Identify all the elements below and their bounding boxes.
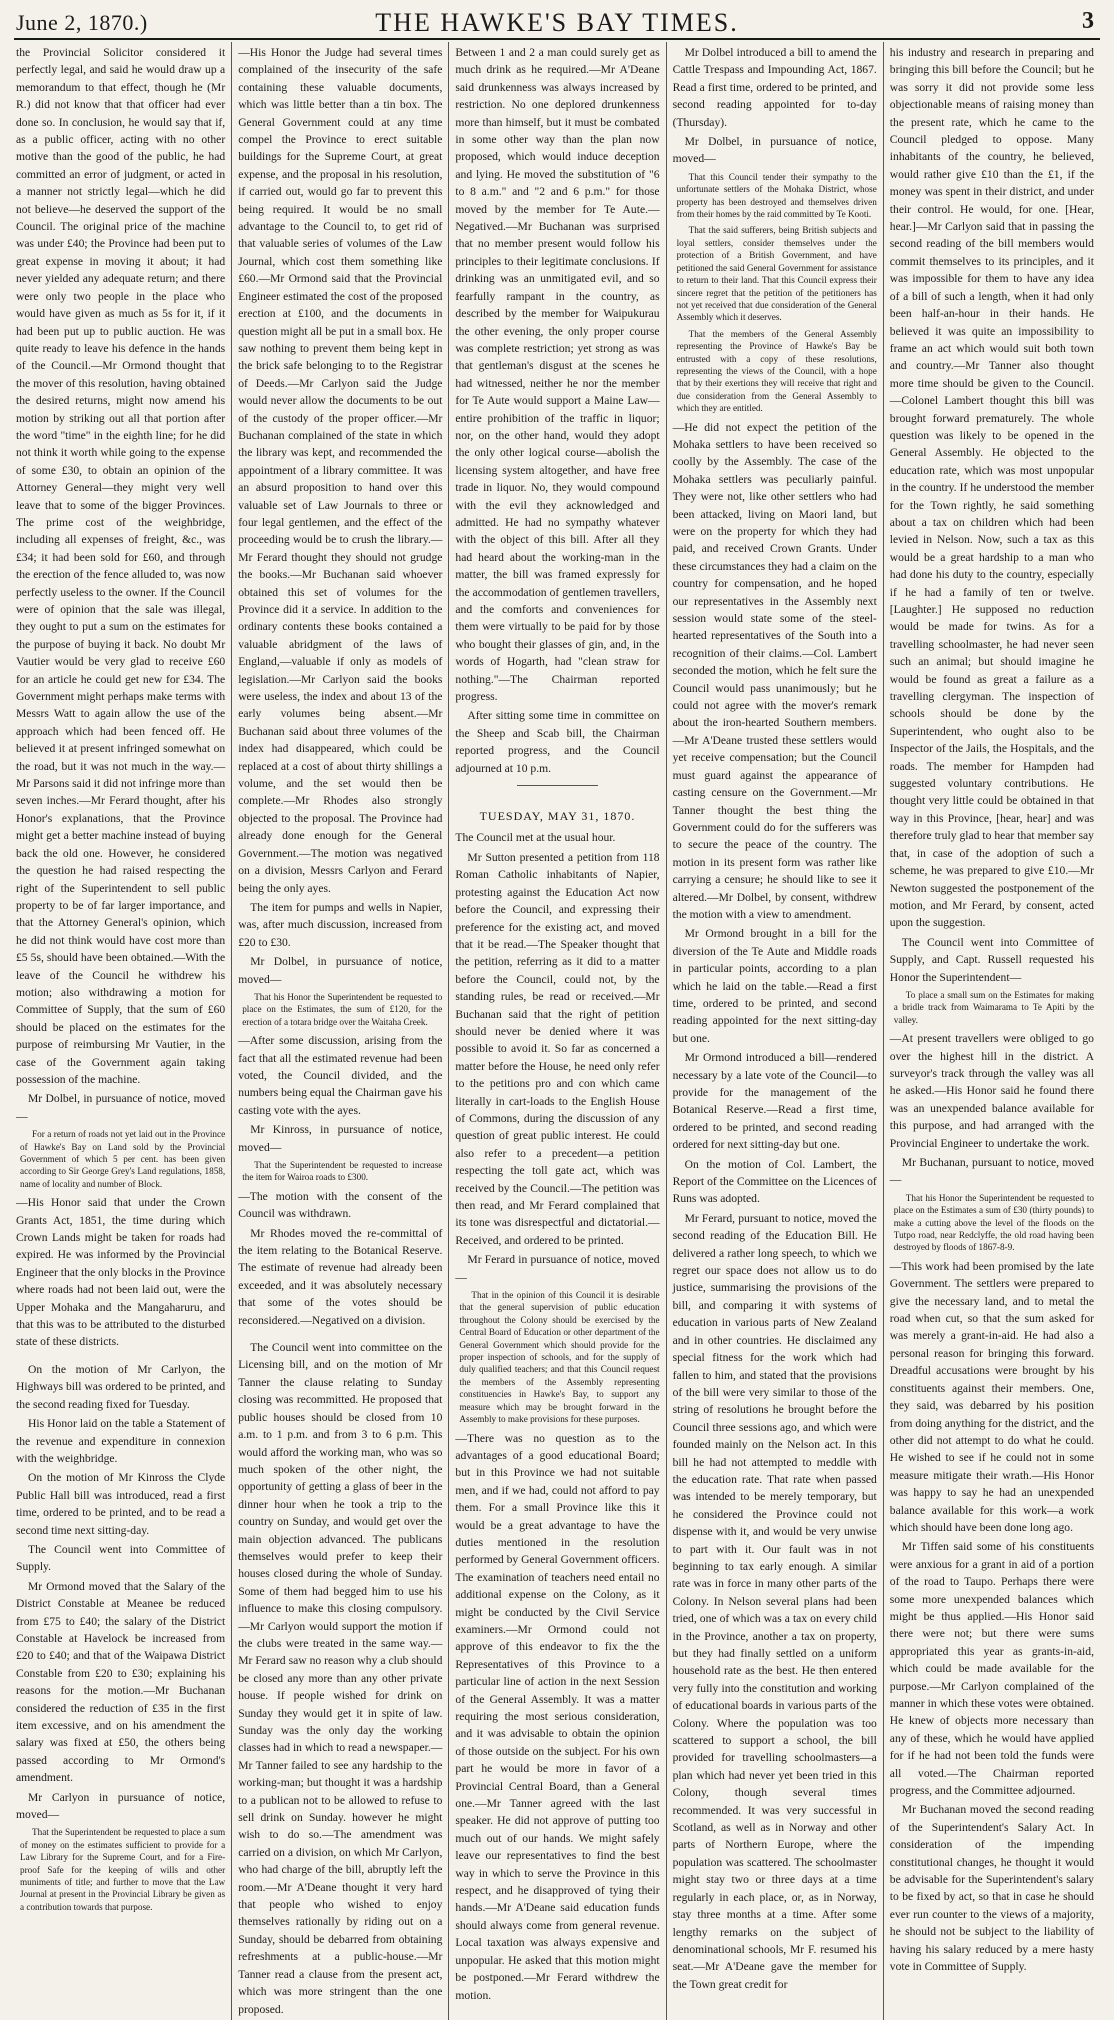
resolution-text: That the said sufferers, being British subjects and loyal settlers, consider themselves under the protection of a British Government, and have petitioned the said General Government for assistance to return to their land. That this Council express their sincere regret that the petition of the petitioners has not yet received that due consideration of the General Assembly which it deserves. [676, 225, 877, 323]
paragraph: —After some discussion, arising from the fact that all the estimated revenue had been voted, the Council divided, and the numbers being equal the Chairman gave his casting vote with the ayes. [238, 1034, 443, 1117]
paragraph: The Council went into Committee of Supply, and Capt. Russell requested his Honor the Superintendent— [889, 935, 1094, 984]
paragraph: Mr Rhodes moved the re-committal of the item relating to the Botanical Reserve. The estimate of revenue had already been exceeded, and it was absolutely necessary that some of the votes should be reconsidered.—Negatived on a division. [238, 1226, 443, 1327]
resolution-text: That his Honor the Superintendent be requested to place on the Estimates, the sum of £120, for the erection of a totara bridge over the Waitaha Creek. [242, 991, 443, 1027]
masthead [14, 8, 1100, 40]
paragraph: The Council went into Committee of Supply. [16, 1542, 226, 1574]
paragraph: —His Honor said that under the Crown Grants Act, 1851, the time during which Crown Lands might be taken for roads had expired. He was informed by the Provincial Engineer that the only blocks in the Province where roads had not been laid out, were the Upper Mohaka and the Mangaharuru, and that this was to be attributed to the disturbed state of these districts. [16, 1196, 226, 1349]
paragraph: The item for pumps and wells in Napier, was, after much discussion, increased from £20 to £30. [238, 900, 443, 949]
resolution-text: That this Council tender their sympathy to the unfortunate settlers of the Mohaka District, whose property has been destroyed and themselves driven from their homes by the raid committed by Te Kooti. [676, 171, 877, 220]
paragraph: Mr Dolbel, in pursuance of notice, moved— [238, 955, 443, 986]
paragraph: On the motion of Col. Lambert, the Report of the Committee on the Licences of Runs was adopted. [672, 1157, 877, 1206]
paragraph: Mr Tiffen said some of his constituents were anxious for a grant in aid of a portion of the road to Taupo. Perhaps there were some more unexpended balances which might be thus applied.—His Honor said there were not; but there were sums appropriated this year as grants-in-aid, which could be made available for the purpose.—Mr Carlyon complained of the manner in which these votes were obtained. He knew of objects more necessary than any of these, which he would have applied for if he had not been told the funds were all voted.—The Chairman reported progress, and the Committee adjourned. [889, 1540, 1094, 1798]
paragraph: —He did not expect the petition of the Mohaka settlers to have been received so coolly by the Assembly. The case of the Mohaka settlers was peculiarly painful. They were not, like other settlers who had been attacked, living on Maori land, but were on the property for which they had paid, and received Crown Grants. Under these circumstances they had a claim on the country for compensation, and he hoped our representatives in the Assembly next session would state some of the steel-hearted representatives of the South into a recognition of their claims.—Col. Lambert seconded the motion, which he felt sure the Council would pass unanimously; but he could not agree with the mover's remark about the iron-hearted Southern members.—Mr A'Deane trusted these settlers would yet receive compensation; but the Council must guard against the appearance of casting censure on the Government.—Mr Tanner thought the best thing the Government could do for the sufferers was to secure the peace of the country. The motion in its present form was rather like carrying a censure; he should like to see it altered.—Mr Dolbel, by consent, withdrew the motion with a view to amendment. [672, 420, 877, 921]
article-columns [14, 42, 1100, 2016]
column-5 [883, 42, 1100, 2020]
paragraph: his industry and research in preparing and bringing this bill before the Council; but he was sorry it did not provide some less objectionable means of raising money than the present rate, which he came to the Council pledged to oppose. Many inhabitants of the country, he believed, would rather give £10 than the £1, if the money was spent in their district, and under their control. He would, for one. [Hear, hear.]—Mr Carlyon said that in passing the second reading of the bill members would commit themselves to its principles, and it was impossible for them to have any idea of a bill of such a length, when it had only been half-an-hour in their hands. He believed it was quite an impossibility to frame an act which would suit both town and country.—Mr Tanner also thought more time should be given to the Council.—Colonel Lambert thought this bill was brought forward prematurely. The whole question was likely to be opened in the General Assembly. He objected to the education rate, which was most unpopular in the country. If he understood the member for the Town rightly, he said something about a tax on children which had been levied in Nelson. Now, such a tax as this would be a great hardship to a man who had done his duty to the country, especially if he had a family of ten or twelve. [Laughter.] He supposed no reduction would be made for twins. As for a travelling schoolmaster, he had never seen such an animal; but should imagine he would be found as great a failure as a travelling clergyman. The inspection of schools should be done by the Superintendent, who ought also to be Inspector of the Jails, the Hospitals, and the roads. The member for Hampden had suggested voluntary contributions. He thought very little could be obtained in that way in this Province, [hear, hear] and was therefore truly glad to hear that member say that, in case of the adoption of such a scheme, he was prepared to give £10.—Mr Newton suggested the postponement of the motion, and Mr Ferard, by consent, acted upon the suggestion. [889, 46, 1094, 930]
paragraph: On the motion of Mr Kinross the Clyde Public Hall bill was introduced, read a first time, ordered to be printed, and to be read a second time next sitting-day. [16, 1471, 226, 1537]
resolution-text: For a return of roads not yet laid out in the Province of Hawke's Bay on Land sold by the Provincial Government of which 5 per cent. has been given according to Sir George Grey's Land regulations, 1858, name of locality and number of Block. [20, 1129, 226, 1189]
paragraph: The Council went into committee on the Licensing bill, and on the motion of Mr Tanner the clause relating to Sunday closing was recommitted. He proposed that public houses should be closed from 10 a.m. to 1 p.m. and from 3 to 6 p.m. This would afford the working man, who was so much spoken of the other night, the opportunity of getting a glass of beer in the dinner hour when he took a trip to the country on Sunday, and would get over the main objection advanced. The publicans themselves would prefer to keep their houses closed during the whole of Sunday. Some of them had begged him to use his influence to make this closing compulsory.—Mr Carlyon would support the motion if the clubs were treated in the same way.—Mr Ferard saw no reason why a club should be closed any more than any other private house. If people wished for drink on Sunday they would get it in spite of law. Sunday was the only day the working classes had in which to read a newspaper.—Mr Tanner failed to see any hardship to the working-man; but thought it was a hardship to a publican not to be allowed to refuse to sell drink on Sunday. however he might wish to do so.—The amendment was carried on a division, on which Mr Carlyon, who had charge of the bill, abruptly left the room.—Mr A'Deane thought it very hard that people who wished to enjoy themselves rationally by riding out on a Sunday, should be debarred from obtaining refreshments at a public-house.—Mr Tanner read a clause from the present act, which was more stringent than the one proposed. [238, 1341, 443, 2016]
paragraph: Between 1 and 2 a man could surely get as much drink as he required.—Mr A'Deane said drunkenness was always increased by restriction. No one deplored drunkenness more than himself, but it must be combated in some other way than the plan now proposed, which would induce deception and lying. He moved the substitution of "6 to 8 a.m." and "2 and 6 p.m." for those moved by the member for Te Aute.—Negatived.—Mr Buchanan was surprised that no member present would follow his principles to their legitimate conclusions. If drinking was an unmitigated evil, and so fearfully rampant in the country, as described by the member for Waipukurau the other evening, the only proper course was complete restriction; yet strong as was that gentleman's disgust at the scenes he had witnessed, neither he nor the member for Te Aute would support a Maine Law—entire prohibition of the traffic in liquor; nor, on the other hand, would they adopt the only other logical course—abolish the licensing system altogether, and have free trade in liquor. No, they would compound with the evil they acknowledged and admitted. He had no sympathy whatever with the object of this bill. After all they had heard about the working-man in the matter, the bill was framed expressly for the accommodation of gentlemen travellers, and the comforts and conveniences for them were virtually to be paid for by those who bought their glasses of gin, and, in the words of Hogarth, had "clean straw for nothing."—The Chairman reported progress. [455, 46, 660, 704]
date-heading: TUESDAY, MAY 31, 1870. [479, 809, 636, 824]
paragraph: Mr Sutton presented a petition from 118 Roman Catholic inhabitants of Napier, protesting against the Education Act now before the Council, and expressing their preference for the existing act, and moved that it be read.—The Speaker thought that the petition, referring as it did to a matter before the Council, could not, by the standing rules, be read or received.—Mr Buchanan said that the right of petition should never be denied where it was possible to avoid it. So far as concerned a matter before the House, he need only refer to the petitions pro and con which came literally in cart-loads to the English House of Commons, during the discussion of any question of great public interest. He could also refer to a precedent—a petition respecting the toll gate act, which was received by the Council.—The petition was then read, and Mr Ferard complained that its tone was disrespectful and dictatorial.—Received, and ordered to be printed. [455, 850, 660, 1247]
resolution-text: That the Superintendent be requested to place a sum of money on the estimates sufficient to provide for a Law Library for the Supreme Court, and for a Fire-proof Safe for the keeping of wills and other muniments of title; and further to move that the Law Journal at present in the Provincial Library be given as a contribution towards that purpose. [20, 1827, 226, 1912]
paragraph: After sitting some time in committee on the Sheep and Scab bill, the Chairman reported progress, and the Council adjourned at 10 p.m. [455, 709, 660, 775]
paragraph: —This work had been promised by the late Government. The settlers were prepared to give the necessary land, and to metal the road when cut, so that the sum asked for was merely a grant-in-aid. He had also a personal reason for bringing this forward. Dreadful accusations were brought by his constituents against their members. One, they said, was debarred by his position from doing anything for the district, and the other did not attempt to do what he could. He wished to see if he could not in some measure mitigate their wrath.—His Honor was happy to say he had an unexpended balance available for this work—a work which should have been done long ago. [889, 1259, 1094, 1534]
paragraph: Mr Dolbel, in pursuance of notice, moved— [672, 135, 877, 166]
newspaper-title: THE HAWKE'S BAY TIMES. [375, 8, 739, 37]
resolution-text: To place a small sum on the Estimates for making a bridle track from Waimarama to Te Apiti by the valley. [893, 989, 1094, 1025]
resolution-text: That the members of the General Assembly representing the Province of Hawke's Bay be entrusted with a copy of these resolutions, representing the views of the Council, with a hope that by their exertions they will receive that right and due consideration from the General Assembly to which they are entitled. [676, 328, 877, 414]
resolution-text: That the Superintendent be requested to increase the item for Wairoa roads to £300. [242, 1160, 443, 1183]
paragraph: the Provincial Solicitor considered it perfectly legal, and said he would draw up a memorandum to that effect, though he (Mr R.) did not know that that officer had ever done so. In conclusion, he would say that if, as a public officer, acting with no other motive than the good of the public, he had committed an error of judgment, or acted in a manner not strictly legal—which he did not believe—he deserved the support of the Council. The original price of the machine was under £40; the Province had been put to great expense in moving it about; it had never yielded any adequate return; and there were only two people in the place who would have given as much as 5s for it, if it had been put up to public auction. He was quite ready to leave his defence in the hands of the Council.—Mr Ormond thought that the mover of this resolution, having obtained the desired returns, might now amend his motion by striking out all that portion after the word "time" in the eighth line; for he did not think it worth while going to the expense of some £30, to obtain an opinion of the Attorney General—they might very well leave that to some of the bigger Provinces. The prime cost of the weighbridge, including all expenses of freight, &c., was £34; it had been sold for £60, and through the erection of the fence alluded to, was now perfectly useless to the owner. If the Council were of opinion that the sale was illegal, they ought to put a sum on the estimates for the purpose of buying it back. No doubt Mr Vautier would be very glad to receive £60 for an article he could get new for £34. The Government might perhaps make terms with Messrs Watt to again allow the use of the approach which had been fenced off. He believed it at present infringed somewhat on the road, but it was not much in the way.—Mr Parsons said it did not infringe more than seven inches.—Mr Ferard thought, after his Honor's explanations, that the Province might get a better machine instead of buying back the old one. However, he considered the question he had raised respecting the right of the Superintendent to sell public property to be of far larger importance, and that the Attorney General's opinion, which he did not think would have cost more than £5 5s, should have been obtained.—With the leave of the Council he withdrew his motion; also withdrawing a motion for Committee of Supply, that the sum of £60 should be placed on the estimates for the purpose of reimbursing Mr Vautier, in the case of the Government again taking possession of the machine. [16, 46, 226, 1086]
paragraph: Mr Ormond brought in a bill for the diversion of the Te Aute and Middle roads in particular points, according to a plan which he laid on the table.—Read a first time, ordered to be printed, and second reading appointed for the next sitting-day but one. [672, 927, 877, 1045]
resolution-text: That in the opinion of this Council it is desirable that the general supervision of public education throughout the Colony should be exercised by the Central Board of Education or other department of the General Government which should provide for the proper inspection of schools, and for the supply of duly qualified teachers; and that this Council request the members of the Assembly representing constituencies in Hawke's Bay, to support any measure which may be brought forward in the Assembly to make provisions for these purposes. [459, 1290, 660, 1425]
page-number: 3 [1082, 8, 1094, 34]
issue-date: June 2, 1870.) [16, 10, 148, 35]
paragraph: Mr Buchanan moved the second reading of the Superintendent's Salary Act. In consideration of the impending constitutional changes, he thought it would be advisable for the Superintendent's salary to be fixed by act, so that in case he should ever run counter to the views of a majority, he should not be subject to the liability of having his salary reduced by a mere hasty vote in Committee of Supply. [889, 1803, 1094, 1974]
paragraph: Mr Ormond introduced a bill—rendered necessary by a late vote of the Council—to provide for the management of the Botanical Reserve.—Read a first time, ordered to be printed, and second reading ordered for next sitting-day but one. [672, 1051, 877, 1152]
resolution-text: That his Honor the Superintendent be requested to place on the Estimates a sum of £30 (thirty pounds) to make a cutting above the level of the floods on the Tutpo road, near Redclyffe, the old road having been destroyed by floods of 1867-8-9. [893, 1192, 1094, 1253]
paragraph: On the motion of Mr Carlyon, the Highways bill was ordered to be printed, and the second reading fixed for Tuesday. [16, 1362, 226, 1411]
paragraph: Mr Ormond moved that the Salary of the District Constable at Meanee be reduced from £75 to £40; the salary of the District Constable at Havelock be increased from £20 to £40; and that of the Waipawa District Constable from £20 to £30; explaining his reasons for the motion.—Mr Buchanan considered the reduction of £35 in the first item excessive, and on his amendment the salary was fixed at £50, the others being passed according to Mr Ormond's amendment. [16, 1579, 226, 1785]
paragraph: —There was no question as to the advantages of a good educational Board; but in this Province we had not suitable men, and if we had, could not afford to pay them. For a small Province like this it would be a great advantage to have the duties mentioned in the resolution performed by General Government officers. The examination of teachers need entail no additional expense on the Colony, as it might be conducted by the Civil Service examiners.—Mr Ormond could not approve of this endeavor to fix the the Representatives of this Province to a particular line of action in the next Session of the General Assembly. It was a matter requiring the most serious consideration, and it was advisable to obtain the opinion of those outside on the subject. For his own part he would be more in favor of a Provincial Central Board, than a General one.—Mr Tanner agreed with the last speaker. He did not approve of putting too much out of our hands. We might safely leave our representatives to find the best way in which to serve the Province in this respect, and he disapproved of tying their hands.—Mr A'Deane said education funds should always come from general revenue. Local taxation was always expensive and unpopular. He asked that this motion might be postponed.—Mr Ferard withdrew the motion. [455, 1431, 660, 2002]
paragraph: His Honor laid on the table a Statement of the revenue and expenditure in connexion with the weighbridge. [16, 1417, 226, 1465]
column-1 [14, 42, 231, 2020]
paragraph: Mr Kinross, in pursuance of notice, moved— [238, 1123, 443, 1154]
paragraph: Mr Buchanan, pursuant to notice, moved— [889, 1156, 1094, 1187]
paragraph: Mr Ferard in pursuance of notice, moved— [455, 1253, 660, 1284]
paragraph: —His Honor the Judge had several times complained of the insecurity of the safe containing these valuable documents, which was little better than a tin box. The General Government could at any time compel the Province to erect suitable buildings for the Supreme Court, at great expense, and the proposal in his resolution, if carried out, would go far to prevent this being required. It would be no small advantage to the Council to, to get rid of that valuable series of volumes of the Law Journal, which cost them something like £60.—Mr Ormond said that the Provincial Engineer estimated the cost of the proposed erection at £100, and the documents in question might all be put in a small box. He saw nothing to prevent them being kept in the brick safe belonging to to the Registrar of Deeds.—Mr Carlyon said the Judge would never allow the documents to be out of the custody of the proper officer.—Mr Buchanan complained of the state in which the library was kept, and recommended the appointment of a library committee. It was an absurd proposition to hand over this valuable set of Law Journals to three or four legal gentlemen, and the effect of the proceeding would be to crush the library.—Mr Ferard thought they should not grudge the books.—Mr Buchanan said whoever obtained this set of volumes for the Province did it a service. In addition to the ordinary contents these books contained a valuable abridgment of the laws of England,—valuable if only as models of legislation.—Mr Carlyon said the books were useless, the index and about 13 of the early volumes being absent.—Mr Buchanan said about three volumes of the index had disappeared, which could be replaced at a cost of about thirty shillings a volume, and the set would then be complete.—Mr Rhodes also strongly objected to the proposal. The Province had already done enough for the General Government.—The motion was negatived on a division, Messrs Carlyon and Ferard being the only ayes. [238, 46, 443, 895]
paragraph: —The motion with the consent of the Council was withdrawn. [238, 1189, 443, 1221]
column-4 [666, 42, 883, 2020]
paragraph: Mr Carlyon in pursuance of notice, moved— [16, 1790, 226, 1822]
column-2 [231, 42, 448, 2020]
paragraph: Mr Dolbel introduced a bill to amend the Cattle Trespass and Impounding Act, 1867. Read a first time, ordered to be printed, and second reading appointed for to-day (Thursday). [672, 46, 877, 129]
paragraph: —At present travellers were obliged to go over the highest hill in the district. A surveyor's track through the valley was all he asked.—His Honor said he found there was an unexpended balance available for this purpose, and had arranged with the Provincial Engineer to undertake the work. [889, 1032, 1094, 1150]
section-divider [517, 785, 599, 786]
paragraph: The Council met at the usual hour. [455, 831, 616, 845]
paragraph: Mr Dolbel, in pursuance of notice, moved— [16, 1092, 226, 1123]
paragraph: Mr Ferard, pursuant to notice, moved the second reading of the Education Bill. He delivered a rather long speech, to which we regret our space does not allow us to do justice, summarising the provisions of the bill, and comparing it with systems of education in various parts of New Zealand and in other countries. He disclaimed any special fitness for the work which had fallen to him, and stated that the provisions of the bill were very similar to those of the string of resolutions he brought before the Council three sessions ago, and which were founded mainly on the Nelson act. In this bill he had not attempted to meddle with the education rate. That rate when passed was intended to be merely temporary, but he considered the Province could not dispense with it, and would be very unwise to part with it. Our fault was in not beginning to tax early enough. A similar rate was in force in many other parts of the Colony. In Nelson several plans had been tried, one of which was a tax on every child in the Province, another a tax on property, but they had finally settled on a uniform household rate as the best. He then entered very fully into the constitution and working of educational boards in various parts of the Colony. Where the population was too scattered to support a school, the bill provided for travelling schoolmasters—a plan which had never yet been tried in this Colony, though several times recommended. It was very successful in Scotland, as well as in Norway and other parts of Northern Europe, where the population was scattered. The schoolmaster might stay two or three days at a time regularly in each place, or, as in Norway, stay three months at a time. After some lengthy remarks on the subject of denominational schools, Mr F. resumed his seat.—Mr A'Deane gave the member for the Town great credit for [672, 1211, 877, 1991]
column-3 [448, 42, 665, 2020]
